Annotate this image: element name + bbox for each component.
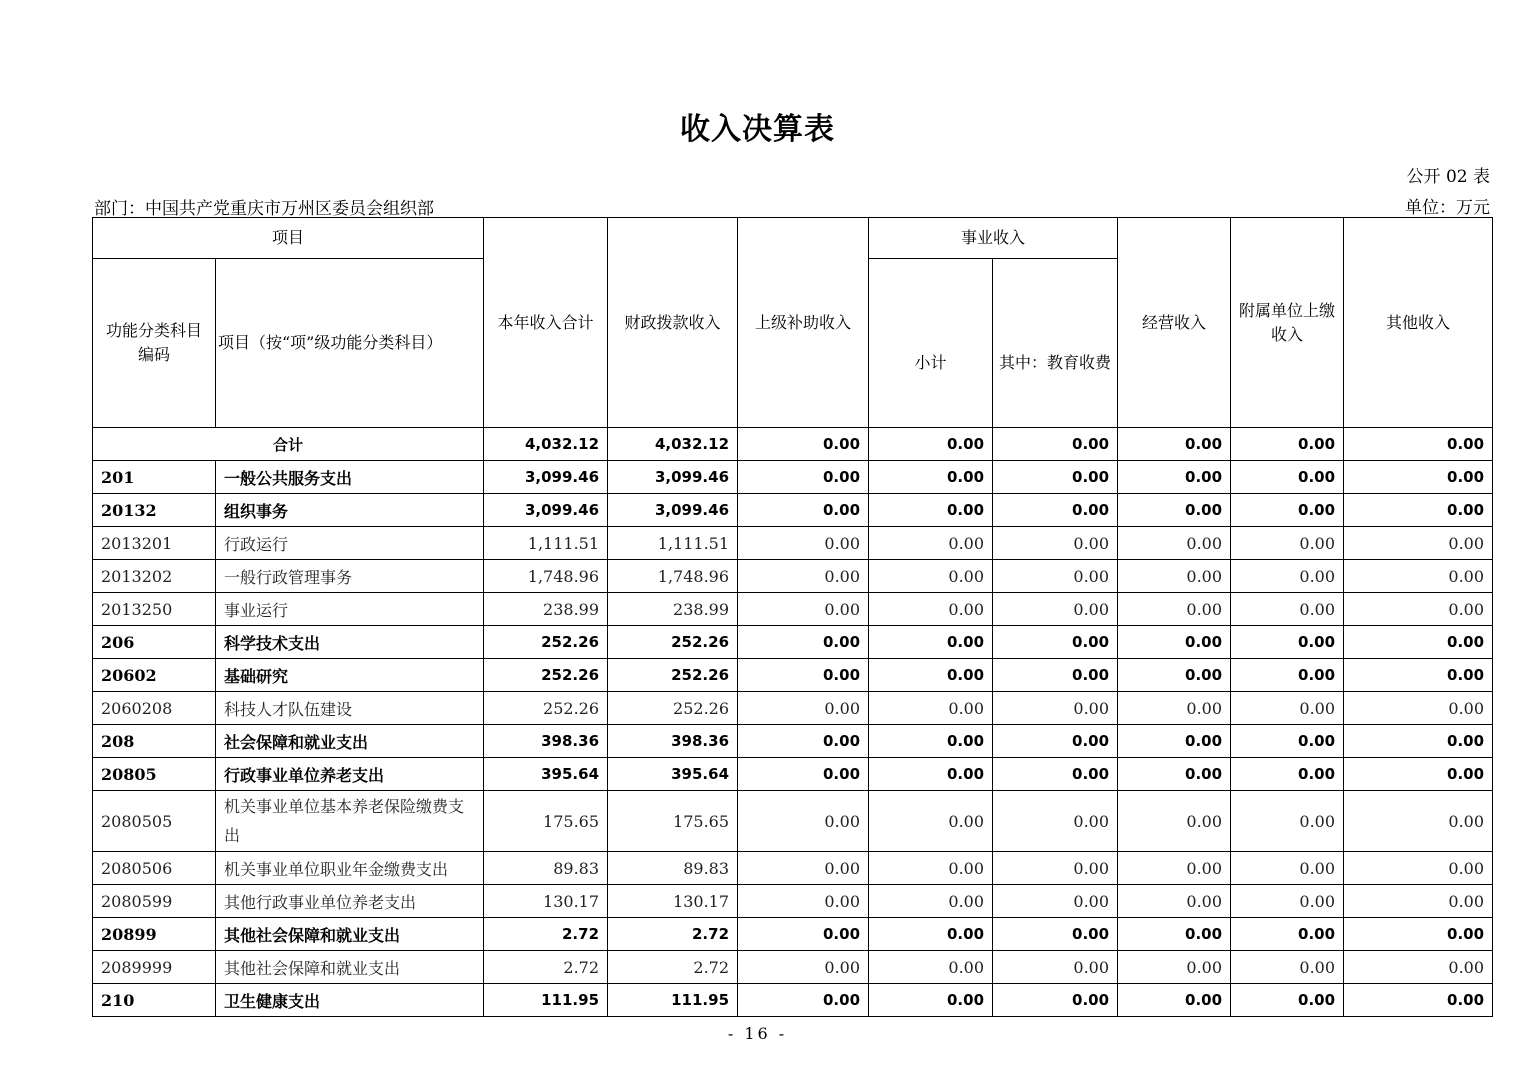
row-value-cell: 0.00 — [1344, 918, 1493, 951]
row-value-cell: 0.00 — [993, 852, 1118, 885]
row-value-cell: 0.00 — [993, 758, 1118, 791]
row-value-cell: 252.26 — [484, 626, 608, 659]
row-value-cell: 0.00 — [869, 461, 993, 494]
row-value-cell: 0.00 — [738, 984, 869, 1017]
row-value-cell: 0.00 — [1231, 692, 1344, 725]
row-value-cell: 0.00 — [1344, 984, 1493, 1017]
row-value-cell: 1,748.96 — [484, 560, 608, 593]
row-value-cell: 0.00 — [1344, 494, 1493, 527]
income-table — [92, 217, 1493, 1017]
row-name: 其他社会保障和就业支出 — [216, 918, 484, 951]
row-value-cell: 0.00 — [993, 560, 1118, 593]
row-value-cell: 0.00 — [1231, 984, 1344, 1017]
header-edu-fee: 其中：教育收费 — [993, 259, 1118, 428]
total-cell: 0.00 — [1231, 428, 1344, 461]
row-name: 卫生健康支出 — [216, 984, 484, 1017]
total-cell: 0.00 — [869, 428, 993, 461]
row-code: 210 — [93, 984, 216, 1017]
total-cell: 0.00 — [1118, 428, 1231, 461]
row-value-cell: 0.00 — [1344, 560, 1493, 593]
row-value-cell: 0.00 — [993, 593, 1118, 626]
table-row — [93, 560, 1493, 593]
row-value-cell: 0.00 — [1118, 527, 1231, 560]
row-code: 2080506 — [93, 852, 216, 885]
header-other: 其他收入 — [1344, 218, 1493, 428]
total-label: 合计 — [93, 428, 484, 461]
row-value-cell: 3,099.46 — [608, 461, 738, 494]
header-code: 功能分类科目编码 — [93, 259, 216, 428]
row-code: 2080505 — [93, 791, 216, 852]
row-value-cell: 0.00 — [1118, 852, 1231, 885]
row-value-cell: 1,111.51 — [608, 527, 738, 560]
row-value-cell: 0.00 — [1344, 758, 1493, 791]
row-value-cell: 0.00 — [1231, 626, 1344, 659]
row-value-cell: 0.00 — [738, 494, 869, 527]
header-affiliated: 附属单位上缴收入 — [1231, 218, 1344, 428]
row-value-cell: 238.99 — [484, 593, 608, 626]
row-name: 行政运行 — [216, 527, 484, 560]
row-value-cell: 0.00 — [1344, 885, 1493, 918]
row-value-cell: 0.00 — [1231, 461, 1344, 494]
row-value-cell: 0.00 — [738, 951, 869, 984]
header-name: 项目（按“项”级功能分类科目） — [216, 259, 484, 428]
row-value-cell: 0.00 — [1118, 885, 1231, 918]
table-row — [93, 791, 1493, 852]
table-row — [93, 593, 1493, 626]
table-row — [93, 659, 1493, 692]
row-value-cell: 89.83 — [608, 852, 738, 885]
row-value-cell: 0.00 — [1344, 791, 1493, 852]
row-value-cell: 2.72 — [484, 918, 608, 951]
row-value-cell: 0.00 — [869, 758, 993, 791]
row-code: 2060208 — [93, 692, 216, 725]
row-value-cell: 0.00 — [869, 918, 993, 951]
row-value-cell: 0.00 — [1344, 527, 1493, 560]
row-value-cell: 0.00 — [1344, 852, 1493, 885]
row-value-cell: 0.00 — [1231, 725, 1344, 758]
row-name: 其他社会保障和就业支出 — [216, 951, 484, 984]
row-value-cell: 130.17 — [484, 885, 608, 918]
table-row — [93, 951, 1493, 984]
row-value-cell: 1,748.96 — [608, 560, 738, 593]
row-value-cell: 0.00 — [738, 692, 869, 725]
row-value-cell: 398.36 — [608, 725, 738, 758]
row-value-cell: 3,099.46 — [608, 494, 738, 527]
row-value-cell: 0.00 — [993, 918, 1118, 951]
row-value-cell: 0.00 — [738, 527, 869, 560]
row-value-cell: 0.00 — [1344, 461, 1493, 494]
row-name: 机关事业单位职业年金缴费支出 — [216, 852, 484, 885]
row-value-cell: 0.00 — [1231, 951, 1344, 984]
row-value-cell: 0.00 — [1118, 461, 1231, 494]
row-value-cell: 0.00 — [869, 725, 993, 758]
row-value-cell: 0.00 — [993, 984, 1118, 1017]
row-value-cell: 0.00 — [1118, 725, 1231, 758]
row-name: 一般行政管理事务 — [216, 560, 484, 593]
row-value-cell: 0.00 — [869, 984, 993, 1017]
header-total-income: 本年收入合计 — [484, 218, 608, 428]
form-number: 公开 02 表 — [1406, 167, 1490, 187]
total-cell: 0.00 — [1344, 428, 1493, 461]
row-name: 机关事业单位基本养老保险缴费支出 — [216, 791, 484, 852]
total-cell: 0.00 — [738, 428, 869, 461]
header-item-group: 项目 — [93, 218, 484, 259]
row-code: 201 — [93, 461, 216, 494]
row-value-cell: 2.72 — [608, 918, 738, 951]
header-fiscal: 财政拨款收入 — [608, 218, 738, 428]
row-value-cell: 0.00 — [993, 692, 1118, 725]
row-value-cell: 252.26 — [608, 692, 738, 725]
row-code: 2089999 — [93, 951, 216, 984]
table-row — [93, 626, 1493, 659]
row-value-cell: 0.00 — [869, 692, 993, 725]
row-value-cell: 0.00 — [1344, 725, 1493, 758]
row-value-cell: 0.00 — [869, 852, 993, 885]
row-value-cell: 0.00 — [1118, 791, 1231, 852]
row-value-cell: 0.00 — [869, 494, 993, 527]
row-code: 2080599 — [93, 885, 216, 918]
row-code: 2013202 — [93, 560, 216, 593]
row-name: 社会保障和就业支出 — [216, 725, 484, 758]
row-value-cell: 0.00 — [738, 626, 869, 659]
row-value-cell: 0.00 — [738, 461, 869, 494]
row-value-cell: 0.00 — [1344, 593, 1493, 626]
row-value-cell: 0.00 — [738, 560, 869, 593]
row-value-cell: 0.00 — [1231, 852, 1344, 885]
row-value-cell: 0.00 — [1231, 659, 1344, 692]
row-value-cell: 395.64 — [608, 758, 738, 791]
table-body — [93, 428, 1493, 1017]
row-value-cell: 0.00 — [1118, 626, 1231, 659]
row-value-cell: 2.72 — [608, 951, 738, 984]
row-value-cell: 0.00 — [738, 758, 869, 791]
row-code: 20602 — [93, 659, 216, 692]
row-value-cell: 0.00 — [1118, 560, 1231, 593]
row-value-cell: 398.36 — [484, 725, 608, 758]
row-value-cell: 0.00 — [869, 885, 993, 918]
row-code: 2013250 — [93, 593, 216, 626]
table-row — [93, 758, 1493, 791]
table-row — [93, 984, 1493, 1017]
row-code: 206 — [93, 626, 216, 659]
row-value-cell: 0.00 — [738, 725, 869, 758]
row-value-cell: 0.00 — [1344, 659, 1493, 692]
row-value-cell: 0.00 — [869, 527, 993, 560]
page-number: - 16 - — [727, 1024, 788, 1043]
row-value-cell: 0.00 — [869, 791, 993, 852]
row-value-cell: 252.26 — [484, 659, 608, 692]
row-value-cell: 252.26 — [608, 626, 738, 659]
table-row — [93, 918, 1493, 951]
header-superior: 上级补助收入 — [738, 218, 869, 428]
row-value-cell: 0.00 — [993, 494, 1118, 527]
total-cell: 0.00 — [993, 428, 1118, 461]
table-row — [93, 527, 1493, 560]
row-code: 2013201 — [93, 527, 216, 560]
row-value-cell: 0.00 — [738, 659, 869, 692]
row-value-cell: 0.00 — [738, 852, 869, 885]
row-value-cell: 0.00 — [1118, 659, 1231, 692]
row-value-cell: 0.00 — [1231, 758, 1344, 791]
table-row — [93, 494, 1493, 527]
header-operating: 经营收入 — [1118, 218, 1231, 428]
row-value-cell: 252.26 — [484, 692, 608, 725]
row-value-cell: 0.00 — [993, 461, 1118, 494]
row-value-cell: 252.26 — [608, 659, 738, 692]
row-value-cell: 0.00 — [869, 659, 993, 692]
row-value-cell: 395.64 — [484, 758, 608, 791]
row-value-cell: 238.99 — [608, 593, 738, 626]
total-cell: 4,032.12 — [608, 428, 738, 461]
row-code: 20132 — [93, 494, 216, 527]
row-name: 其他行政事业单位养老支出 — [216, 885, 484, 918]
table-row — [93, 725, 1493, 758]
table-row — [93, 692, 1493, 725]
row-value-cell: 1,111.51 — [484, 527, 608, 560]
row-value-cell: 0.00 — [738, 918, 869, 951]
row-value-cell: 3,099.46 — [484, 461, 608, 494]
header-business-group: 事业收入 — [869, 218, 1118, 259]
row-value-cell: 0.00 — [1231, 494, 1344, 527]
row-value-cell: 0.00 — [1231, 918, 1344, 951]
row-value-cell: 89.83 — [484, 852, 608, 885]
header-subtotal: 小计 — [869, 259, 993, 428]
row-value-cell: 111.95 — [608, 984, 738, 1017]
row-value-cell: 0.00 — [1344, 951, 1493, 984]
row-value-cell: 3,099.46 — [484, 494, 608, 527]
row-value-cell: 0.00 — [993, 527, 1118, 560]
row-value-cell: 0.00 — [1118, 918, 1231, 951]
row-value-cell: 0.00 — [1231, 791, 1344, 852]
row-code: 20899 — [93, 918, 216, 951]
row-value-cell: 0.00 — [869, 560, 993, 593]
row-value-cell: 0.00 — [1118, 692, 1231, 725]
row-name: 行政事业单位养老支出 — [216, 758, 484, 791]
row-value-cell: 0.00 — [993, 885, 1118, 918]
row-value-cell: 111.95 — [484, 984, 608, 1017]
row-value-cell: 175.65 — [484, 791, 608, 852]
row-code: 20805 — [93, 758, 216, 791]
row-name: 基础研究 — [216, 659, 484, 692]
row-value-cell: 0.00 — [1231, 527, 1344, 560]
total-cell: 4,032.12 — [484, 428, 608, 461]
row-value-cell: 0.00 — [869, 626, 993, 659]
row-value-cell: 0.00 — [1118, 951, 1231, 984]
table-row — [93, 461, 1493, 494]
row-value-cell: 0.00 — [993, 951, 1118, 984]
table-row — [93, 885, 1493, 918]
total-row — [93, 428, 1493, 461]
row-value-cell: 130.17 — [608, 885, 738, 918]
row-value-cell: 0.00 — [1231, 593, 1344, 626]
row-value-cell: 0.00 — [869, 951, 993, 984]
row-value-cell: 0.00 — [993, 659, 1118, 692]
row-code: 208 — [93, 725, 216, 758]
row-value-cell: 0.00 — [993, 725, 1118, 758]
unit-label: 单位：万元 — [1405, 198, 1490, 218]
row-name: 一般公共服务支出 — [216, 461, 484, 494]
row-value-cell: 0.00 — [1118, 593, 1231, 626]
department-label: 部门：中国共产党重庆市万州区委员会组织部 — [94, 199, 434, 219]
row-value-cell: 0.00 — [1231, 885, 1344, 918]
row-value-cell: 2.72 — [484, 951, 608, 984]
row-value-cell: 0.00 — [993, 791, 1118, 852]
row-value-cell: 0.00 — [1118, 758, 1231, 791]
row-value-cell: 0.00 — [738, 885, 869, 918]
row-value-cell: 0.00 — [738, 593, 869, 626]
page-title: 收入决算表 — [680, 112, 835, 147]
row-value-cell: 0.00 — [1118, 984, 1231, 1017]
row-name: 科技人才队伍建设 — [216, 692, 484, 725]
row-value-cell: 175.65 — [608, 791, 738, 852]
row-value-cell: 0.00 — [738, 791, 869, 852]
row-value-cell: 0.00 — [1344, 626, 1493, 659]
table-row — [93, 852, 1493, 885]
row-name: 科学技术支出 — [216, 626, 484, 659]
row-name: 事业运行 — [216, 593, 484, 626]
row-value-cell: 0.00 — [993, 626, 1118, 659]
row-name: 组织事务 — [216, 494, 484, 527]
row-value-cell: 0.00 — [1118, 494, 1231, 527]
row-value-cell: 0.00 — [869, 593, 993, 626]
row-value-cell: 0.00 — [1231, 560, 1344, 593]
row-value-cell: 0.00 — [1344, 692, 1493, 725]
